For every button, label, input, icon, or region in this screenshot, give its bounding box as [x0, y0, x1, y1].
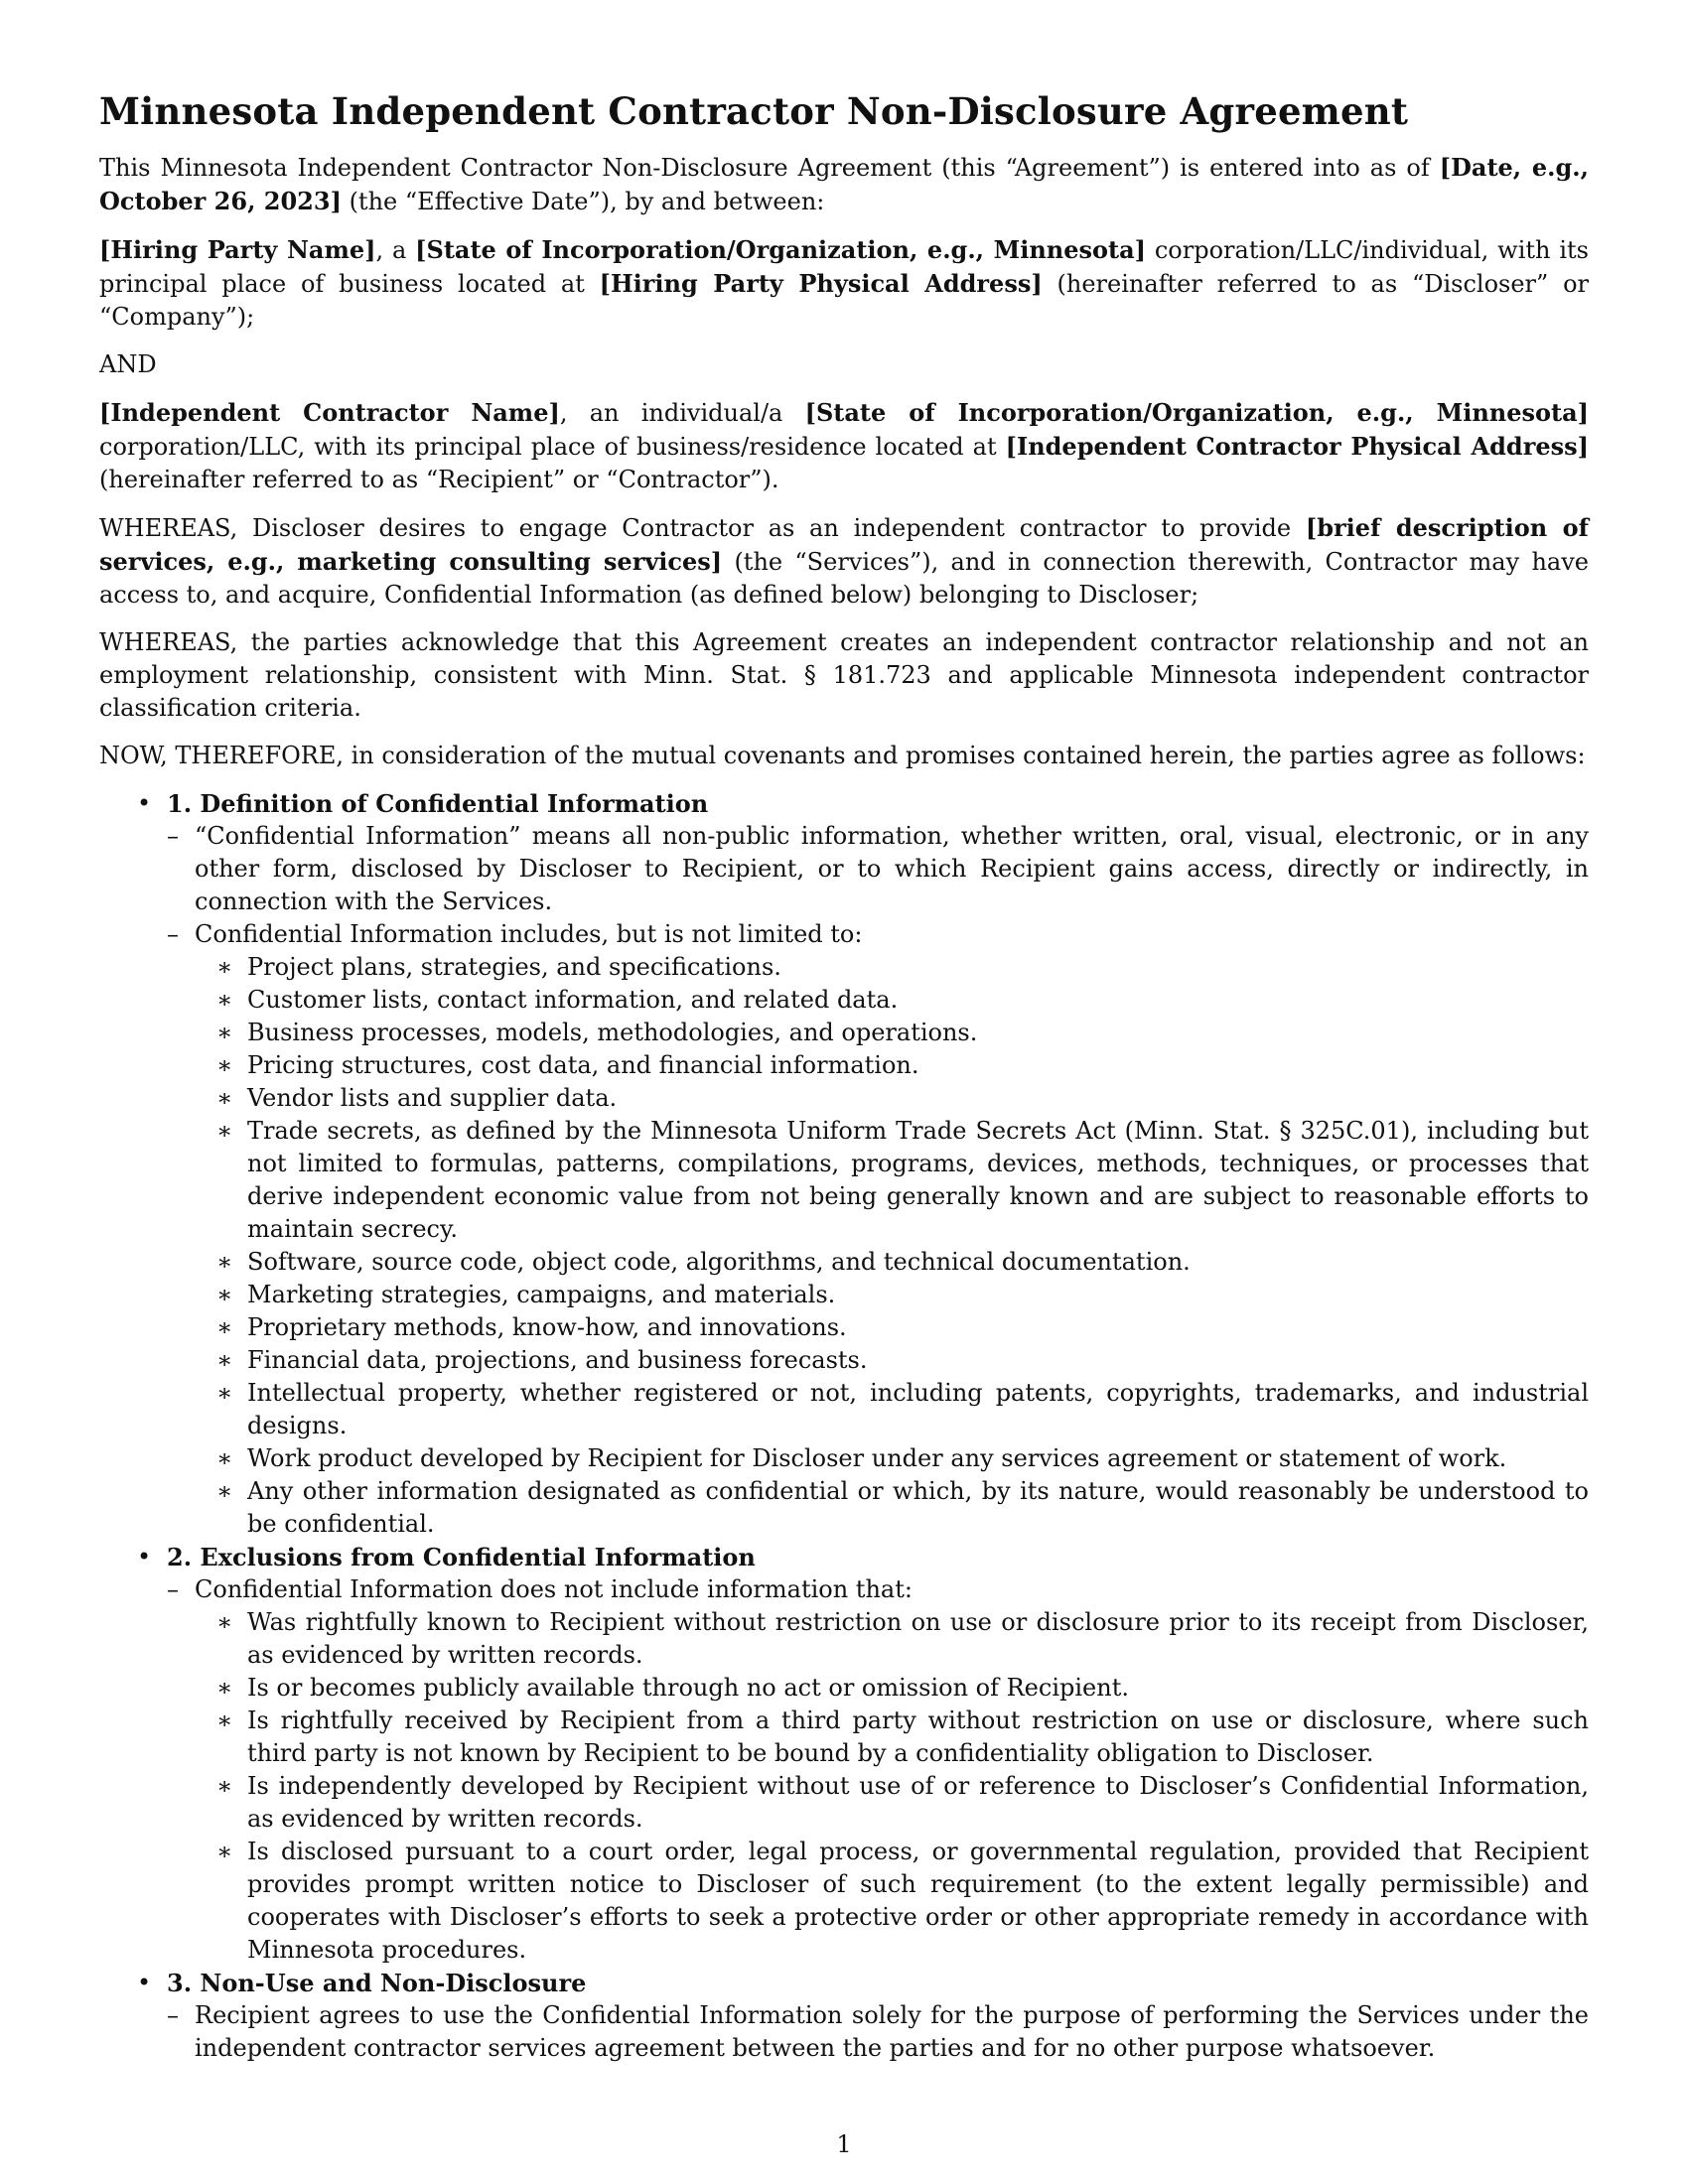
discloser-text: corporation/LLC/individual, with its principal place of business located at	[99, 236, 1589, 298]
sub-item-text: Confidential Information includes, but is not limited to:	[195, 920, 863, 948]
asterisk-icon: ∗	[216, 1346, 233, 1374]
list-item	[195, 984, 1589, 1017]
discloser-text: , a	[375, 236, 416, 264]
recipient-text: (hereinafter referred to as “Recipient” or “Contractor”).	[99, 466, 779, 493]
asterisk-icon: ∗	[216, 1019, 233, 1046]
contractor-address-placeholder: [Independent Contractor Physical Address]	[1005, 432, 1589, 461]
intro-paragraph	[99, 151, 1589, 218]
sub-item	[167, 918, 1589, 1541]
bullet-icon: •	[137, 1543, 152, 1570]
list-item	[195, 1672, 1589, 1705]
sub-item	[167, 1573, 1589, 1967]
list-item	[195, 1344, 1589, 1377]
list-item	[195, 1770, 1589, 1836]
sub-item	[167, 1999, 1589, 2065]
sub-list	[167, 1573, 1589, 1967]
bullet-icon: •	[137, 1969, 152, 1996]
list-item	[195, 1311, 1589, 1344]
list-item-text: Pricing structures, cost data, and financial information.	[247, 1051, 919, 1079]
effective-date-placeholder: [Date, e.g., October 26, 2023]	[99, 153, 1589, 215]
whereas-text: (the “Services”), and in connection therewith, Contractor may have access to, and acquire, Confidential Information (as defined below) belonging to Discloser;	[99, 548, 1589, 609]
list-item-text: Intellectual property, whether registered or not, including patents, copyrights, trademarks, and industrial designs.	[247, 1379, 1589, 1439]
recipient-text: , an individual/a	[559, 399, 805, 427]
list-item	[195, 1082, 1589, 1115]
list-item	[195, 1279, 1589, 1311]
list-item	[195, 1442, 1589, 1475]
asterisk-icon: ∗	[216, 1281, 233, 1308]
asterisk-icon: ∗	[216, 1706, 233, 1734]
list-item-text: Any other information designated as confidential or which, by its nature, would reasonably be understood to be confidential.	[247, 1477, 1589, 1538]
page-number: 1	[836, 2130, 852, 2158]
discloser-text: (hereinafter referred to as “Discloser” or “Company”);	[99, 270, 1589, 331]
asterisk-icon: ∗	[216, 1051, 233, 1079]
sub-item-text: Confidential Information does not include information that:	[195, 1575, 913, 1603]
dash-icon: –	[167, 1575, 179, 1603]
asterisk-icon: ∗	[216, 1444, 233, 1472]
list-item	[195, 1475, 1589, 1541]
list-item-text: Vendor lists and supplier data.	[247, 1084, 618, 1112]
sub-list	[167, 820, 1589, 1541]
bullet-icon: •	[137, 789, 152, 817]
asterisk-icon: ∗	[216, 1313, 233, 1341]
list-item-text: Proprietary methods, know-how, and innovations.	[247, 1313, 847, 1341]
dash-icon: –	[167, 822, 179, 850]
asterisk-icon: ∗	[216, 1379, 233, 1407]
list-item-text: Financial data, projections, and business forecasts.	[247, 1346, 868, 1374]
recipient-paragraph	[99, 396, 1589, 496]
list-item-text: Work product developed by Recipient for Discloser under any services agreement or statement of work.	[247, 1444, 1507, 1472]
list-item-text: Customer lists, contact information, and related data.	[247, 986, 899, 1014]
dash-icon: –	[167, 920, 179, 948]
asterisk-icon: ∗	[216, 1117, 233, 1145]
list-item	[195, 1246, 1589, 1279]
asterisk-icon: ∗	[216, 1838, 233, 1865]
state-placeholder: [State of Incorporation/Organization, e.g., Minnesota]	[804, 398, 1589, 427]
now-therefore-paragraph: NOW, THEREFORE, in consideration of the mutual covenants and promises contained herein, the parties agree as follows:	[99, 742, 1586, 769]
asterisk-icon: ∗	[216, 986, 233, 1014]
item-list	[195, 951, 1589, 1541]
sub-item-text: Recipient agrees to use the Confidential Information solely for the purpose of performing the Services under the independent contractor services agreement between the parties and for no other purpose whatsoever.	[195, 2001, 1589, 2062]
asterisk-icon: ∗	[216, 1248, 233, 1276]
list-item-text: Project plans, strategies, and specifications.	[247, 953, 781, 981]
sub-item-text: “Confidential Information” means all non-public information, whether written, oral, visual, electronic, or in any other form, disclosed by Discloser to Recipient, or to which Recipient gains access, directly or indirectly, in connection with the Services.	[195, 822, 1589, 915]
state-placeholder: [State of Incorporation/Organization, e.g., Minnesota]	[415, 235, 1146, 264]
list-item-text: Software, source code, object code, algorithms, and technical documentation.	[247, 1248, 1191, 1276]
contractor-name-placeholder: [Independent Contractor Name]	[99, 398, 560, 427]
dash-icon: –	[167, 2001, 179, 2029]
section-non-use	[99, 1967, 1589, 2065]
list-item-text: Is or becomes publicly available through no act or omission of Recipient.	[247, 1674, 1129, 1702]
section-heading: 2. Exclusions from Confidential Information	[167, 1543, 756, 1571]
list-item	[195, 951, 1589, 984]
list-item-text: Business processes, models, methodologies, and operations.	[247, 1019, 978, 1046]
hiring-party-name-placeholder: [Hiring Party Name]	[99, 235, 376, 264]
section-heading: 1. Definition of Confidential Information	[167, 789, 709, 818]
intro-text: This Minnesota Independent Contractor Non-Disclosure Agreement (this “Agreement”) is entered into as of	[99, 154, 1440, 182]
whereas-relationship-paragraph: WHEREAS, the parties acknowledge that this Agreement creates an independent contractor relationship and not an employment relationship, consistent with Minn. Stat. § 181.723 and applicable Minnesota independent contractor classification criteria.	[99, 628, 1589, 722]
asterisk-icon: ∗	[216, 1772, 233, 1800]
list-item	[195, 1377, 1589, 1442]
list-item	[195, 1705, 1589, 1770]
and-separator: AND	[99, 350, 157, 378]
list-item-text: Trade secrets, as defined by the Minnesota Uniform Trade Secrets Act (Minn. Stat. § 325C.01), including but not limited to formulas, patterns, compilations, programs, devices, methods, techniques, or processes that derive independent economic value from not being generally known and are subject to reasonable efforts to maintain secrecy.	[247, 1117, 1589, 1243]
hiring-party-address-placeholder: [Hiring Party Physical Address]	[599, 269, 1043, 298]
services-placeholder: [brief description of services, e.g., marketing consulting services]	[99, 513, 1589, 576]
section-heading: 3. Non-Use and Non-Disclosure	[167, 1969, 587, 1997]
intro-text: (the “Effective Date”), by and between:	[341, 188, 825, 215]
sections-list	[99, 787, 1589, 2065]
list-item-text: Is disclosed pursuant to a court order, legal process, or governmental regulation, provided that Recipient provides prompt written notice to Discloser of such requirement (to the extent legally permissible) and cooperates with Discloser’s efforts to seek a protective order or other appropriate remedy in accordance with Minnesota procedures.	[247, 1838, 1589, 1964]
list-item	[195, 1115, 1589, 1246]
asterisk-icon: ∗	[216, 1084, 233, 1112]
list-item	[195, 1017, 1589, 1049]
discloser-paragraph	[99, 233, 1589, 334]
list-item-text: Was rightfully known to Recipient without restriction on use or disclosure prior to its receipt from Discloser, as evidenced by written records.	[247, 1608, 1589, 1669]
section-exclusions	[99, 1541, 1589, 1967]
document-page	[99, 89, 1589, 2065]
list-item-text: Is independently developed by Recipient without use of or reference to Discloser’s Confidential Information, as evidenced by written records.	[247, 1772, 1589, 1833]
list-item-text: Is rightfully received by Recipient from a third party without restriction on use or disclosure, where such third party is not known by Recipient to be bound by a confidentiality obligation to Discloser.	[247, 1706, 1589, 1767]
recipient-text: corporation/LLC, with its principal place of business/residence located at	[99, 433, 1006, 461]
sub-list	[167, 1999, 1589, 2065]
list-item	[195, 1836, 1589, 1967]
asterisk-icon: ∗	[216, 1608, 233, 1636]
whereas-services-paragraph	[99, 511, 1589, 612]
document-title: Minnesota Independent Contractor Non-Disclosure Agreement	[99, 89, 1409, 133]
asterisk-icon: ∗	[216, 953, 233, 981]
list-item	[195, 1049, 1589, 1082]
asterisk-icon: ∗	[216, 1674, 233, 1702]
item-list	[195, 1606, 1589, 1967]
list-item-text: Marketing strategies, campaigns, and materials.	[247, 1281, 836, 1308]
asterisk-icon: ∗	[216, 1477, 233, 1505]
sub-item	[167, 820, 1589, 918]
list-item	[195, 1606, 1589, 1672]
section-definition	[99, 787, 1589, 1541]
whereas-text: WHEREAS, Discloser desires to engage Contractor as an independent contractor to provide	[99, 514, 1306, 542]
